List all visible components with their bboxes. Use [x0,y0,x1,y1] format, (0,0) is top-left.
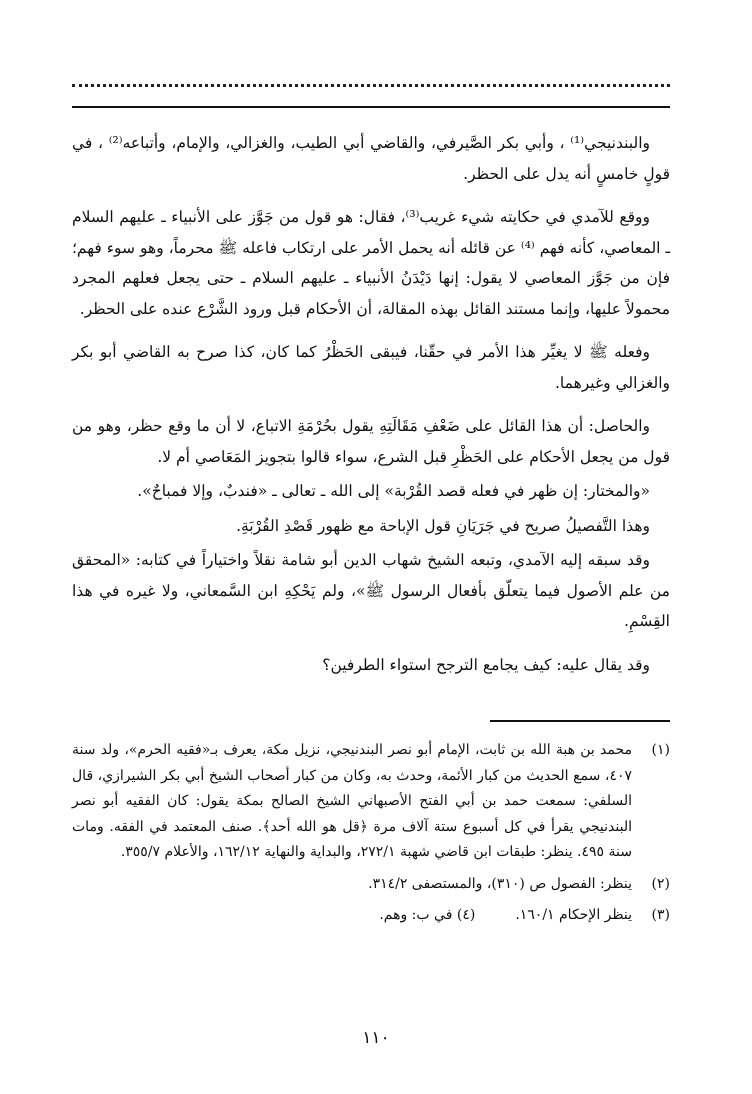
footnote-1 [72,738,670,866]
footnote-4 [379,903,475,929]
paragraph-3: وفعله ﷺ لا يغيِّر هذا الأمر في حقّنا، فيبقى الحَظْرُ كما كان، كذا صرح به القاضي أبو بكر والغزالي وغيرهما. [72,343,670,392]
paragraph-1: والبندنيجي⁽¹⁾ ، وأبي بكر الصَّيرفي، والقاضي أبي الطيب، والغزالي، والإمام، وأتباعه⁽²⁾ ، في قولٍ خامسٍ أنه يدل على الحظر. [72,134,670,183]
paragraph-2: ووقع للآمدي في حكايته شيء غريب⁽³⁾، فقال: هو قول من جَوَّز على الأنبياء ـ عليهم السلام ـ المعاصي، كأنه فهم ⁽⁴⁾ عن قائله أنه يحمل الأمر على ارتكاب فاعله ﷺ محرماً، وهو سوء فهم؛ فإن من جَوَّز المعاصي لا يقول: إنها دَيْدَنُ الأنبياء ـ عليهم السلام ـ حتى يجعل فعلهم المجرد محمولاً عليها، وإنما مستند القائل بهذه المقالة، أن الأحكام قبل ورود الشَّرْع عنده على الحظر. [72,208,670,318]
footnote-2 [72,872,670,898]
footnote-text: ينظر: الفصول ص (٣١٠)، والمستصفى ٣١٤/٢. [368,875,632,892]
header-dotted-line [72,84,670,87]
paragraph-6: وهذا التَّفصيلُ صريح في جَرَيَانِ قول الإباحة مع ظهور قَصْدِ القُرْبَةِ. [236,516,650,535]
footnote-separator [490,720,670,722]
footnote-text: في ب: وهم. [379,907,453,923]
footnotes [72,738,670,935]
page-number: ١١٠ [362,1028,390,1048]
footnote-text: ينظر الإحكام ١٦٠/١. [515,907,632,923]
paragraph-4: والحاصل: أن هذا القائل على ضَعْفِ مَقَالَتِهِ يقول بحُرْمَةِ الاتباع، لا أن ما وقع حظر، وهو من قول من يجعل الأحكام على الحَظْرِ قبل الشرع، سواء قالوا بتجويز المَعَاصي أم لا. [72,417,670,466]
footnote-number: (٤) [456,907,476,923]
paragraph-7: وقد سبقه إليه الآمدي، وتبعه الشيخ شهاب الدين أبو شامة نقلاً واختياراً في كتابه: «المحقق من علم الأصول فيما يتعلّق بأفعال الرسول ﷺ»، ولم يَحْكِهِ ابن السَّمعاني، ولا غيره في هذا القِسْمِ. [72,551,670,630]
footnote-3-4 [72,903,670,929]
paragraph-5: «والمختار: إن ظهر في فعله قصد القُرْبة» إلى الله ـ تعالى ـ «فندبٌ، وإلا فمباحٌ». [137,482,650,500]
main-text [72,128,670,693]
footnote-number: (٢) [651,875,670,892]
footnote-number: (٣) [651,907,670,923]
header-rule [72,106,670,108]
footnote-number: (١) [651,742,670,758]
footnote-text: محمد بن هبة الله بن ثابت، الإمام أبو نصر البندنيجي، نزيل مكة، يعرف بـ«فقيه الحرم»، ولد سنة ٤٠٧، سمع الحديث من كبار الأئمة، وحدث به، وكان من كبار أصحاب الشيخ أبي بكر الشيرازي، قال السلفي: سمعت حمد بن أبي الفتح الأصبهاني الشيخ الصالح بمكة يقول: كان الفقيه أبو نصر البندنيجي يقرأ في كل أسبوع ستة آلاف مرة ﴿قل هو الله أحد﴾. صنف المعتمد في الفقه. ومات سنة ٤٩٥. ينظر: طبقات ابن قاضي شهبة ٢٧٢/١، والبداية والنهاية ١٦٢/١٢، والأعلام ٣٥٥/٧. [72,742,632,860]
paragraph-8: وقد يقال عليه: كيف يجامع الترجح استواء الطرفين؟ [322,655,650,674]
